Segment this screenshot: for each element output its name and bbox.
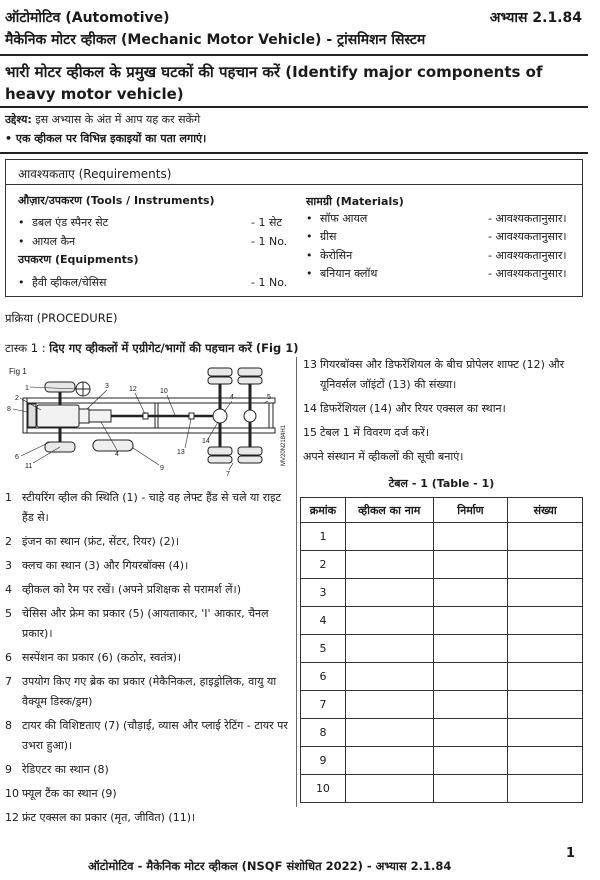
table-cell — [433, 523, 508, 551]
tool-item — [18, 215, 298, 231]
callout-label: 4 — [230, 394, 234, 401]
tool-item — [18, 234, 298, 250]
table-cell — [345, 523, 433, 551]
step-text: फ्रंट एक्सल का प्रकार (मृत, जीवित) (11)। — [22, 811, 196, 824]
step-item — [5, 716, 290, 756]
table-cell — [433, 551, 508, 579]
table-cell — [433, 747, 508, 775]
step-item — [5, 648, 290, 668]
table-row — [301, 719, 583, 747]
table-cell — [345, 691, 433, 719]
rear-cross-member — [269, 403, 273, 428]
front-cross-member — [23, 398, 27, 433]
bullet — [306, 248, 313, 264]
row-number: 3 — [301, 579, 346, 607]
vehicle-table — [300, 497, 583, 803]
radiator — [28, 404, 36, 427]
table-cell — [433, 663, 508, 691]
table-cell — [433, 579, 508, 607]
table-row — [301, 523, 583, 551]
step-item — [303, 355, 583, 395]
bullet — [18, 275, 25, 291]
step-text: डिफरेंशियल (14) और रियर एक्सल का स्थान। — [320, 402, 506, 415]
tool-name: डबल एंड स्पैनर सेट — [32, 216, 109, 229]
material-name: केरोसिन — [320, 249, 353, 262]
callout-label: 13 — [177, 449, 185, 456]
step-text: स्टीयरिंग व्हील की स्थिति (1) - चाहे वह लेफ्ट हैंड से चले या राइट हैंड से। — [22, 491, 282, 524]
material-item — [306, 211, 578, 227]
table-cell — [433, 607, 508, 635]
equipment-item — [18, 275, 298, 291]
table-cell — [508, 775, 583, 803]
callout-label: 2 — [15, 395, 19, 402]
row-number: 1 — [301, 523, 346, 551]
equipment-heading: उपकरण (Equipments) — [18, 253, 139, 266]
bullet — [306, 266, 313, 282]
table-row — [301, 775, 583, 803]
clutch-housing — [79, 409, 89, 423]
requirements-box — [5, 159, 583, 297]
header-serial: क्रमांक — [301, 498, 346, 523]
table-cell — [508, 747, 583, 775]
instruction-note: अपने संस्थान में व्हीकलों की सूची बनाएं। — [303, 450, 464, 463]
rear-wheel — [208, 377, 232, 384]
step-item — [5, 532, 290, 552]
equipment-name: हैवी व्हीकल/चेसिस — [32, 276, 107, 289]
material-item — [306, 229, 578, 245]
table-cell — [433, 691, 508, 719]
table-cell — [508, 523, 583, 551]
material-qty: - आवश्यकतानुसार। — [488, 249, 567, 262]
callout-label: 11 — [25, 463, 33, 470]
rear-wheel — [238, 368, 262, 376]
step-text: व्हीकल को रैम पर रखें। (अपने प्रशिक्षक से परामर्श लें।) — [22, 583, 242, 596]
callout-label: 12 — [129, 386, 137, 393]
bullet — [18, 215, 25, 231]
universal-joint — [189, 413, 194, 419]
callout-label: 5 — [267, 394, 271, 401]
table-cell — [345, 775, 433, 803]
material-name: बनियान क्लॉथ — [320, 267, 378, 280]
step-text: टायर की विशिष्टताए (7) (चौड़ाई, व्यास और प्लाई रेटिंग - टायर पर उभरा हुआ)। — [22, 719, 288, 752]
rear-wheel — [208, 456, 232, 463]
objective — [5, 112, 200, 127]
table-row — [301, 635, 583, 663]
row-number: 6 — [301, 663, 346, 691]
step-number: 1 — [5, 491, 12, 504]
table-cell — [345, 719, 433, 747]
engine — [37, 405, 79, 427]
step-item — [303, 399, 583, 419]
step-number: 10 — [5, 787, 19, 800]
table-cell — [433, 719, 508, 747]
step-item — [5, 556, 290, 576]
step-number: 6 — [5, 651, 12, 664]
rear-wheel — [238, 377, 262, 384]
step-number: 15 — [303, 426, 317, 439]
bullet — [306, 211, 313, 227]
table-header-row — [301, 498, 583, 523]
material-name: ग्रीस — [320, 230, 337, 243]
step-text: रेडिएटर का स्थान (8) — [22, 763, 109, 776]
universal-joint — [143, 413, 148, 419]
figure-caption: Fig 1 — [9, 367, 27, 376]
callout-label: 6 — [15, 454, 19, 461]
step-number: 7 — [5, 675, 12, 688]
material-qty: - आवश्यकतानुसार। — [488, 267, 567, 280]
table-caption: टेबल - 1 (Table - 1) — [388, 477, 495, 490]
step-number: 3 — [5, 559, 12, 572]
tool-qty: - 1 सेट — [251, 216, 282, 229]
step-number: 2 — [5, 535, 12, 548]
step-text: उपयोग किए गए ब्रेक का प्रकार (मेकैनिकल, हाइड्रोलिक, वायु या वैक्यूम डिस्क/ड्रम) — [22, 675, 277, 708]
step-number: 4 — [5, 583, 12, 596]
step-text: चेसिस और फ्रेम का प्रकार (5) (आयताकार, 'I' आकार, चैनल प्रकार)। — [22, 607, 269, 640]
table-cell — [345, 551, 433, 579]
table-cell — [345, 579, 433, 607]
header-make: निर्माण — [433, 498, 508, 523]
step-text: सस्पेंशन का प्रकार (6) (कठोर, स्वतंत्र)। — [22, 651, 182, 664]
table-cell — [345, 663, 433, 691]
callout-label: 14 — [202, 438, 210, 445]
rear-wheel — [208, 368, 232, 376]
step-item — [5, 580, 290, 600]
page-number: 1 — [566, 846, 576, 861]
step-item — [5, 604, 290, 644]
leader-line — [229, 463, 233, 470]
exercise-number: अभ्यास 2.1.84 — [489, 10, 582, 26]
row-number: 4 — [301, 607, 346, 635]
procedure-heading: प्रक्रिया (PROCEDURE) — [5, 311, 118, 325]
callout-label: 10 — [160, 388, 168, 395]
material-qty: - आवश्यकतानुसार। — [488, 230, 567, 243]
fig1-chassis-diagram — [5, 362, 292, 480]
row-number: 8 — [301, 719, 346, 747]
step-text: इंजन का स्थान (फ्रंट, सेंटर, रियर) (2)। — [22, 535, 180, 548]
callout-label: 3 — [105, 383, 109, 390]
table-row — [301, 579, 583, 607]
rear-wheel — [238, 456, 262, 463]
row-number: 7 — [301, 691, 346, 719]
table-row — [301, 607, 583, 635]
table-cell — [345, 747, 433, 775]
table-cell — [345, 607, 433, 635]
material-item — [306, 248, 578, 264]
material-name: सॉफ आयल — [320, 212, 368, 225]
row-number: 2 — [301, 551, 346, 579]
steering-wheel — [76, 382, 90, 396]
step-number: 8 — [5, 719, 12, 732]
objective-divider — [0, 152, 588, 154]
step-text: क्लच का स्थान (3) और गियरबॉक्स (4)। — [22, 559, 189, 572]
step-number: 9 — [5, 763, 12, 776]
page-title: भारी मोटर व्हीकल के प्रमुख घटकों की पहचान करें (Identify major components of heavy motor vehicle) — [5, 63, 543, 103]
table-cell — [508, 691, 583, 719]
title-divider — [0, 106, 588, 108]
step-text: फ्यूल टैंक का स्थान (9) — [22, 787, 117, 800]
requirements-divider — [6, 184, 582, 185]
materials-heading: सामग्री (Materials) — [306, 195, 404, 208]
column-divider — [296, 357, 297, 807]
material-qty: - आवश्यकतानुसार। — [488, 212, 567, 225]
table-row — [301, 691, 583, 719]
header-divider — [0, 54, 588, 56]
bullet — [306, 229, 313, 245]
row-number: 9 — [301, 747, 346, 775]
step-number: 14 — [303, 402, 317, 415]
tool-name: आयल कैन — [32, 235, 76, 248]
callout-label: 9 — [160, 465, 164, 472]
table-cell — [508, 635, 583, 663]
table-row — [301, 747, 583, 775]
equipment-qty: - 1 No. — [251, 276, 288, 289]
step-number: 13 — [303, 358, 317, 371]
callout-label: 7 — [226, 471, 230, 478]
material-item — [306, 266, 578, 282]
step-item — [5, 672, 290, 712]
callout-label: 8 — [7, 406, 11, 413]
objective-text: इस अभ्यास के अंत में आप यह कर सकेंगे — [35, 113, 201, 126]
gearbox — [89, 410, 111, 422]
requirements-heading: आवश्यकताए (Requirements) — [18, 167, 172, 181]
table-row — [301, 663, 583, 691]
step-item — [5, 808, 290, 828]
rear-wheel — [208, 447, 232, 455]
callout-label: 1 — [25, 385, 29, 392]
step-text: गियरबॉक्स और डिफरेंशियल के बीच प्रोपेलर शाफ्ट (12) और यूनिवर्सल जॉइंटों (13) की संख्या। — [320, 358, 565, 391]
bullet — [18, 234, 25, 250]
subject-title: ऑटोमोटिव (Automotive) — [5, 10, 170, 26]
tool-qty: - 1 No. — [251, 235, 288, 248]
table-cell — [433, 775, 508, 803]
table-cell — [508, 663, 583, 691]
rear-wheel — [238, 447, 262, 455]
tools-heading: औज़ार/उपकरण (Tools / Instruments) — [18, 194, 215, 207]
page-footer: ऑटोमोटिव - मैकेनिक मोटर व्हीकल (NSQF संशोधित 2022) - अभ्यास 2.1.84 — [88, 859, 452, 873]
task-text: दिए गए व्हीकलों में एग्रीगेट/भागों की पहचान करें (Fig 1) — [49, 341, 299, 355]
table-cell — [433, 635, 508, 663]
table-cell — [508, 607, 583, 635]
step-item — [5, 760, 290, 780]
objective-label: उद्देश्य: — [5, 113, 32, 126]
task-label: टास्क 1 : — [5, 341, 46, 355]
step-item — [5, 784, 290, 804]
leader-line — [133, 448, 159, 465]
course-title: मैकेनिक मोटर व्हीकल (Mechanic Motor Vehicle) - ट्रांसमिशन सिस्टम — [5, 32, 426, 48]
header-vehicle-name: व्हीकल का नाम — [345, 498, 433, 523]
row-number: 10 — [301, 775, 346, 803]
table-row — [301, 551, 583, 579]
fuel-tank — [93, 440, 133, 451]
objective-bullet: • एक व्हीकल पर विभिन्न इकाइयों का पता लगाएं। — [5, 131, 206, 146]
step-number: 5 — [5, 607, 12, 620]
steps-right-list — [303, 355, 583, 467]
front-wheel — [45, 382, 75, 392]
table-cell — [508, 719, 583, 747]
step-text: टेबल 1 में विवरण दर्ज करें। — [320, 426, 429, 439]
differential — [244, 410, 256, 422]
row-number: 5 — [301, 635, 346, 663]
table-cell — [508, 579, 583, 607]
step-number: 12 — [5, 811, 19, 824]
task-line — [5, 341, 298, 356]
header-count: संख्या — [508, 498, 583, 523]
figure-code: MV20N2184H1 — [281, 424, 287, 466]
steps-left-list — [5, 488, 290, 832]
table-cell — [508, 551, 583, 579]
callout-label: 4 — [115, 451, 119, 458]
step-item — [303, 423, 583, 443]
table-cell — [345, 635, 433, 663]
step-item — [5, 488, 290, 528]
